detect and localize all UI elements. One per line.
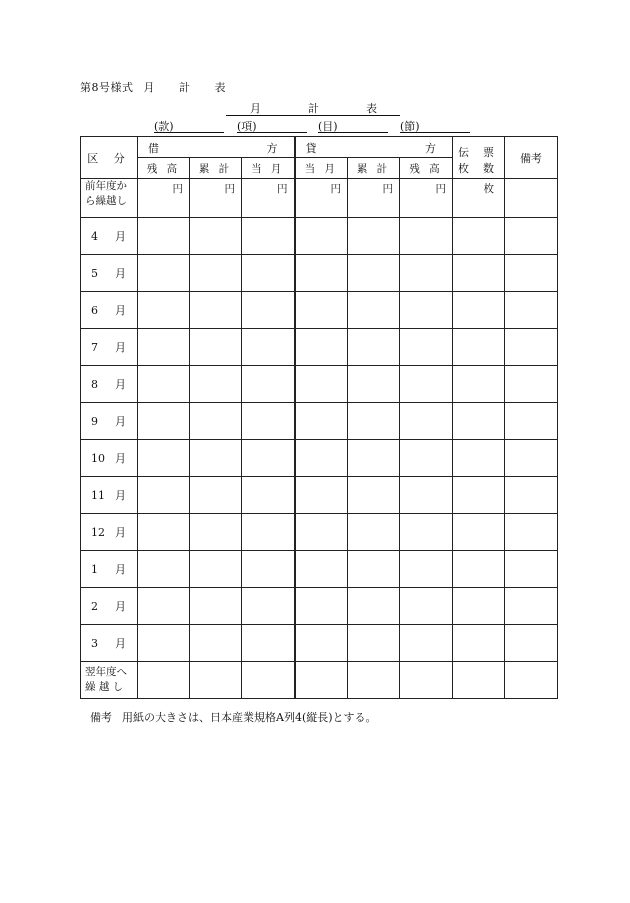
form-label-word-1: 月 — [143, 81, 155, 94]
month-number: 8 — [91, 378, 98, 391]
month-number: 9 — [91, 415, 98, 428]
month-debit-cumulative-cell[interactable] — [190, 218, 242, 255]
month-credit-current-cell[interactable] — [295, 218, 348, 255]
month-suffix: 月 — [115, 415, 126, 428]
month-label — [81, 255, 138, 292]
month-debit-cumulative-cell[interactable] — [190, 440, 242, 477]
month-debit-balance-cell[interactable] — [138, 403, 190, 440]
month-label — [81, 292, 138, 329]
field-kou[interactable] — [237, 118, 307, 133]
month-label — [81, 218, 138, 255]
month-debit-cumulative-cell[interactable] — [190, 292, 242, 329]
month-denpyo-count-cell[interactable] — [453, 218, 505, 255]
month-credit-balance-cell[interactable] — [400, 551, 453, 588]
month-label — [81, 625, 138, 662]
denpyo-char-4: 数 — [483, 162, 494, 175]
footnote — [90, 709, 377, 725]
month-credit-cumulative-cell[interactable] — [348, 218, 400, 255]
debit-sub-balance: 残 高 — [138, 158, 190, 179]
month-number: 10 — [91, 452, 105, 465]
table-row — [81, 255, 558, 292]
month-denpyo-count-cell[interactable] — [453, 255, 505, 292]
month-remarks-cell[interactable] — [505, 625, 558, 662]
carry-out-credit-cumulative[interactable] — [348, 662, 400, 699]
kubun-header: 区 分 — [81, 137, 138, 179]
month-denpyo-count-cell[interactable] — [453, 440, 505, 477]
month-credit-current-cell[interactable] — [295, 403, 348, 440]
month-credit-cumulative-cell[interactable] — [348, 403, 400, 440]
month-debit-current-cell[interactable] — [242, 551, 295, 588]
month-label — [81, 366, 138, 403]
month-debit-cumulative-cell[interactable] — [190, 625, 242, 662]
carry-out-label — [81, 662, 138, 699]
month-remarks-cell[interactable] — [505, 440, 558, 477]
month-credit-balance-cell[interactable] — [400, 292, 453, 329]
denpyo-char-1: 伝 — [458, 146, 469, 159]
month-remarks-cell[interactable] — [505, 255, 558, 292]
month-suffix: 月 — [115, 526, 126, 539]
month-debit-balance-cell[interactable] — [138, 588, 190, 625]
month-denpyo-count-cell[interactable] — [453, 514, 505, 551]
month-credit-cumulative-cell[interactable] — [348, 588, 400, 625]
month-credit-current-cell[interactable] — [295, 255, 348, 292]
month-debit-balance-cell[interactable] — [138, 477, 190, 514]
carry-in-denpyo-count[interactable]: 枚 — [453, 179, 505, 218]
carry-in-credit-current[interactable]: 円 — [295, 179, 348, 218]
table-row — [81, 292, 558, 329]
month-credit-balance-cell[interactable] — [400, 514, 453, 551]
carry-in-debit-current[interactable]: 円 — [242, 179, 295, 218]
month-number: 4 — [91, 230, 98, 243]
carry-out-debit-current[interactable] — [242, 662, 295, 699]
month-label — [81, 329, 138, 366]
month-credit-current-cell[interactable] — [295, 440, 348, 477]
table-row — [81, 403, 558, 440]
page-title — [226, 100, 400, 116]
month-credit-balance-cell[interactable] — [400, 477, 453, 514]
month-debit-balance-cell[interactable] — [138, 218, 190, 255]
carry-out-remarks[interactable] — [505, 662, 558, 699]
month-number: 7 — [91, 341, 98, 354]
credit-sub-cumulative: 累 計 — [348, 158, 400, 179]
month-credit-balance-cell[interactable] — [400, 218, 453, 255]
month-remarks-cell[interactable] — [505, 366, 558, 403]
month-credit-cumulative-cell[interactable] — [348, 477, 400, 514]
month-debit-current-cell[interactable] — [242, 625, 295, 662]
month-suffix: 月 — [115, 452, 126, 465]
month-debit-cumulative-cell[interactable] — [190, 477, 242, 514]
month-credit-balance-cell[interactable] — [400, 440, 453, 477]
debit-header-right: 方 — [266, 142, 278, 155]
carry-out-credit-balance[interactable] — [400, 662, 453, 699]
month-credit-balance-cell[interactable] — [400, 255, 453, 292]
month-debit-current-cell[interactable] — [242, 366, 295, 403]
month-suffix: 月 — [115, 600, 126, 613]
month-debit-balance-cell[interactable] — [138, 255, 190, 292]
month-label — [81, 514, 138, 551]
month-denpyo-count-cell[interactable] — [453, 551, 505, 588]
debit-header — [138, 137, 295, 158]
debit-sub-current: 当 月 — [242, 158, 295, 179]
field-setsu-label: (節) — [400, 120, 420, 133]
carry-in-debit-cumulative[interactable]: 円 — [190, 179, 242, 218]
month-remarks-cell[interactable] — [505, 218, 558, 255]
month-label — [81, 477, 138, 514]
month-debit-cumulative-cell[interactable] — [190, 403, 242, 440]
month-denpyo-count-cell[interactable] — [453, 477, 505, 514]
month-denpyo-count-cell[interactable] — [453, 366, 505, 403]
month-label — [81, 403, 138, 440]
month-remarks-cell[interactable] — [505, 514, 558, 551]
month-label — [81, 551, 138, 588]
month-credit-cumulative-cell[interactable] — [348, 625, 400, 662]
credit-header-left: 貸 — [305, 142, 317, 155]
month-credit-current-cell[interactable] — [295, 551, 348, 588]
carry-out-line-1: 翌年度へ — [85, 666, 127, 678]
month-denpyo-count-cell[interactable] — [453, 588, 505, 625]
footnote-body: 用紙の大きさは、日本産業規格A列4(縦長)とする。 — [122, 711, 377, 724]
credit-sub-balance: 残 高 — [400, 158, 453, 179]
carry-out-debit-cumulative[interactable] — [190, 662, 242, 699]
title-word-3: 表 — [366, 102, 377, 115]
carry-in-line-2: ら繰越し — [85, 195, 127, 207]
table-row — [81, 625, 558, 662]
carry-in-credit-balance[interactable]: 円 — [400, 179, 453, 218]
month-number: 3 — [91, 637, 98, 650]
month-remarks-cell[interactable] — [505, 292, 558, 329]
carry-in-debit-balance[interactable]: 円 — [138, 179, 190, 218]
month-credit-cumulative-cell[interactable] — [348, 329, 400, 366]
carry-in-label — [81, 179, 138, 218]
month-credit-cumulative-cell[interactable] — [348, 292, 400, 329]
month-credit-cumulative-cell[interactable] — [348, 514, 400, 551]
credit-header — [295, 137, 453, 158]
carry-in-credit-cumulative[interactable]: 円 — [348, 179, 400, 218]
month-credit-cumulative-cell[interactable] — [348, 551, 400, 588]
title-word-2: 計 — [308, 102, 319, 115]
table-row — [81, 588, 558, 625]
field-kan-label: (款) — [154, 120, 174, 133]
month-debit-current-cell[interactable] — [242, 329, 295, 366]
month-number: 5 — [91, 267, 98, 280]
table-row-carry-in — [81, 179, 558, 218]
month-debit-balance-cell[interactable] — [138, 514, 190, 551]
month-suffix: 月 — [115, 563, 126, 576]
month-debit-cumulative-cell[interactable] — [190, 551, 242, 588]
classification-fields — [0, 118, 630, 134]
month-credit-current-cell[interactable] — [295, 292, 348, 329]
month-suffix: 月 — [115, 489, 126, 502]
carry-out-credit-current[interactable] — [295, 662, 348, 699]
month-debit-current-cell[interactable] — [242, 255, 295, 292]
form-number: 第8号様式 — [80, 81, 134, 94]
month-suffix: 月 — [115, 378, 126, 391]
month-credit-balance-cell[interactable] — [400, 329, 453, 366]
month-credit-balance-cell[interactable] — [400, 366, 453, 403]
table-row — [81, 514, 558, 551]
field-moku-label: (目) — [318, 120, 338, 133]
month-label — [81, 588, 138, 625]
month-debit-cumulative-cell[interactable] — [190, 366, 242, 403]
month-debit-current-cell[interactable] — [242, 403, 295, 440]
month-suffix: 月 — [115, 230, 126, 243]
month-credit-balance-cell[interactable] — [400, 625, 453, 662]
month-debit-balance-cell[interactable] — [138, 625, 190, 662]
month-debit-balance-cell[interactable] — [138, 292, 190, 329]
month-credit-balance-cell[interactable] — [400, 403, 453, 440]
month-debit-cumulative-cell[interactable] — [190, 588, 242, 625]
month-credit-cumulative-cell[interactable] — [348, 440, 400, 477]
month-number: 12 — [91, 526, 105, 539]
month-credit-current-cell[interactable] — [295, 477, 348, 514]
month-credit-cumulative-cell[interactable] — [348, 255, 400, 292]
month-credit-cumulative-cell[interactable] — [348, 366, 400, 403]
month-suffix: 月 — [115, 304, 126, 317]
month-debit-current-cell[interactable] — [242, 440, 295, 477]
debit-header-left: 借 — [148, 142, 159, 155]
carry-out-line-2: 繰 越 し — [85, 681, 124, 693]
table-row — [81, 218, 558, 255]
month-debit-balance-cell[interactable] — [138, 329, 190, 366]
title-word-1: 月 — [250, 102, 261, 115]
month-remarks-cell[interactable] — [505, 588, 558, 625]
table-row — [81, 477, 558, 514]
footnote-label: 備考 — [90, 711, 112, 724]
month-credit-current-cell[interactable] — [295, 329, 348, 366]
field-kou-label: (項) — [237, 120, 257, 133]
table-row — [81, 366, 558, 403]
month-suffix: 月 — [115, 637, 126, 650]
month-debit-cumulative-cell[interactable] — [190, 514, 242, 551]
month-debit-current-cell[interactable] — [242, 292, 295, 329]
field-moku[interactable] — [318, 118, 388, 133]
month-number: 11 — [91, 489, 105, 502]
table-row — [81, 551, 558, 588]
month-debit-current-cell[interactable] — [242, 477, 295, 514]
denpyo-char-3: 枚 — [458, 162, 469, 175]
month-credit-current-cell[interactable] — [295, 514, 348, 551]
table-row-carry-out — [81, 662, 558, 699]
month-denpyo-count-cell[interactable] — [453, 292, 505, 329]
month-credit-balance-cell[interactable] — [400, 588, 453, 625]
month-label — [81, 440, 138, 477]
month-suffix: 月 — [115, 341, 126, 354]
credit-sub-current: 当 月 — [295, 158, 348, 179]
denpyo-char-2: 票 — [483, 146, 494, 159]
month-suffix: 月 — [115, 267, 126, 280]
month-debit-current-cell[interactable] — [242, 218, 295, 255]
form-label-word-2: 計 — [179, 81, 191, 94]
month-debit-current-cell[interactable] — [242, 588, 295, 625]
denpyo-count-header — [453, 137, 505, 179]
month-number: 6 — [91, 304, 98, 317]
month-number: 1 — [91, 563, 98, 576]
table-row — [81, 440, 558, 477]
month-denpyo-count-cell[interactable] — [453, 329, 505, 366]
table-row — [81, 329, 558, 366]
form-number-label — [80, 79, 226, 95]
month-remarks-cell[interactable] — [505, 403, 558, 440]
monthly-ledger-table — [80, 136, 558, 699]
month-remarks-cell[interactable] — [505, 477, 558, 514]
month-debit-balance-cell[interactable] — [138, 551, 190, 588]
credit-header-right: 方 — [425, 142, 436, 155]
debit-sub-cumulative: 累 計 — [190, 158, 242, 179]
month-debit-balance-cell[interactable] — [138, 440, 190, 477]
month-number: 2 — [91, 600, 98, 613]
month-credit-current-cell[interactable] — [295, 588, 348, 625]
carry-in-remarks[interactable] — [505, 179, 558, 218]
biko-header: 備考 — [505, 137, 558, 179]
month-debit-cumulative-cell[interactable] — [190, 329, 242, 366]
carry-in-line-1: 前年度か — [85, 180, 127, 192]
carry-out-denpyo-count[interactable] — [453, 662, 505, 699]
month-debit-balance-cell[interactable] — [138, 366, 190, 403]
field-kan[interactable] — [154, 118, 224, 133]
header-row-1 — [81, 137, 558, 158]
month-denpyo-count-cell[interactable] — [453, 625, 505, 662]
month-remarks-cell[interactable] — [505, 551, 558, 588]
month-credit-current-cell[interactable] — [295, 366, 348, 403]
month-debit-current-cell[interactable] — [242, 514, 295, 551]
month-credit-current-cell[interactable] — [295, 625, 348, 662]
month-remarks-cell[interactable] — [505, 329, 558, 366]
month-denpyo-count-cell[interactable] — [453, 403, 505, 440]
form-label-word-3: 表 — [214, 81, 226, 94]
carry-out-debit-balance[interactable] — [138, 662, 190, 699]
field-setsu[interactable] — [400, 118, 470, 133]
month-debit-cumulative-cell[interactable] — [190, 255, 242, 292]
